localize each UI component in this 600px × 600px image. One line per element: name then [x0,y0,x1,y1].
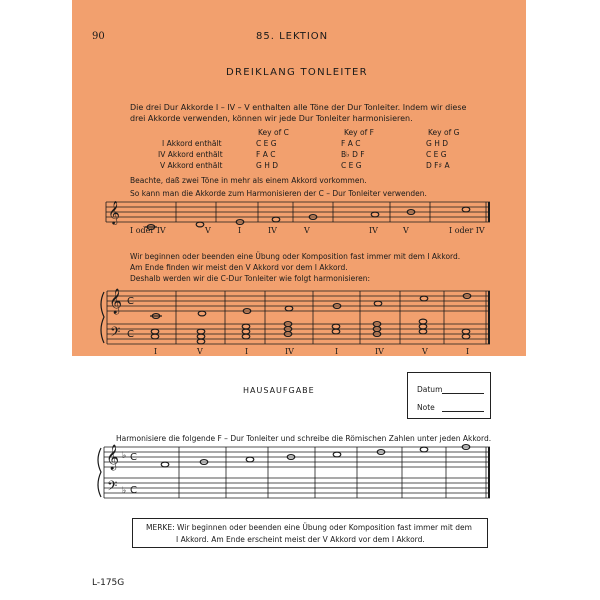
cell-v-f: C E G [341,161,362,170]
scale-label-3: I [238,226,242,235]
time-signature: C [130,485,137,496]
time-signature: C [127,296,134,307]
row-label-v: V Akkord enthält [160,161,223,170]
harmony-label-5: I [335,347,339,356]
scale-label-4: IV [268,226,277,235]
key-header-f: Key of F [344,128,374,137]
paragraph-2-line-3: Deshalb werden wir die C-Dur Tonleiter wie folgt harmonisieren: [130,274,371,283]
cell-i-g: G H D [426,139,448,148]
lesson-heading: 85. LEKTION [256,31,329,42]
intro-line-1: Die drei Dur Akkorde I – IV – V enthalten alle Töne der Dur Tonleiter. Indem wir diese [130,103,467,112]
scale-label-8: I oder IV [449,226,485,235]
cell-iv-g: C E G [426,150,447,159]
bass-clef-icon: 𝄢 [107,478,118,497]
key-header-c: Key of C [258,128,289,137]
intro-line-2: drei Akkorde verwenden, können wir jede Dur Tonleiter harmonisieren. [130,114,413,123]
harmony-bass-chords [151,319,470,344]
cell-iv-c: F A C [256,150,276,159]
note-two-tones: Beachte, daß zwei Töne in mehr als einem Akkord vorkommen. [130,176,367,185]
bass-clef-icon: 𝄢 [110,324,121,343]
page-title: DREIKLANG TONLEITER [226,67,368,78]
merke-line-1: MERKE: Wir beginnen oder beenden eine Übung oder Komposition fast immer mit dem [146,523,472,532]
paragraph-2-line-1: Wir beginnen oder beenden eine Übung oder Komposition fast immer mit dem I Akkord. [130,252,461,261]
scale-label-7: V [403,226,409,235]
row-label-i: I Akkord enthält [162,139,222,148]
scale-staff [106,202,490,222]
page-number: 90 [92,31,105,42]
flat-icon: ♭ [122,486,127,496]
note-label: Note [417,403,435,412]
time-signature: C [127,329,134,340]
homework-instruction: Harmonisiere die folgende F – Dur Tonleiter und schreibe die Römischen Zahlen unter jeden Akkord. [116,434,492,443]
treble-clef-icon: 𝄞 [108,200,120,224]
harmony-label-2: V [197,347,203,356]
scale-label-1: I oder IV [130,226,166,235]
footer-code: L-175G [92,578,125,588]
treble-clef-icon: 𝄞 [109,289,123,314]
note-harmonize: So kann man die Akkorde zum Harmonisieren der C – Dur Tonleiter verwenden. [130,189,427,198]
flat-icon: ♭ [122,451,127,461]
harmony-label-3: I [245,347,249,356]
paragraph-2-line-2: Am Ende finden wir meist den V Akkord vor dem I Akkord. [130,263,348,272]
cell-iv-f: B♭ D F [341,150,365,159]
treble-clef-icon: 𝄞 [106,445,120,470]
key-header-g: Key of G [428,128,460,137]
scale-label-2: V [205,226,211,235]
time-signature: C [130,452,137,463]
scale-label-5: V [304,226,310,235]
row-label-iv: IV Akkord enthält [158,150,223,159]
cell-i-f: F A C [341,139,361,148]
harmony-label-8: I [466,347,470,356]
homework-notes [161,445,470,467]
homework-title: HAUSAUFGABE [243,386,315,395]
merke-line-2: I Akkord. Am Ende erscheint meist der V Akkord vor dem I Akkord. [176,535,425,544]
cell-v-g: D F♯ A [426,161,450,170]
cell-v-c: G H D [256,161,278,170]
date-label: Datum [417,385,443,394]
harmony-label-6: IV [375,347,384,356]
scale-label-6: IV [369,226,378,235]
harmony-label-4: IV [285,347,294,356]
harmony-label-7: V [422,347,428,356]
cell-i-c: C E G [256,139,277,148]
harmony-label-1: I [154,347,158,356]
scale-notes [145,207,470,229]
